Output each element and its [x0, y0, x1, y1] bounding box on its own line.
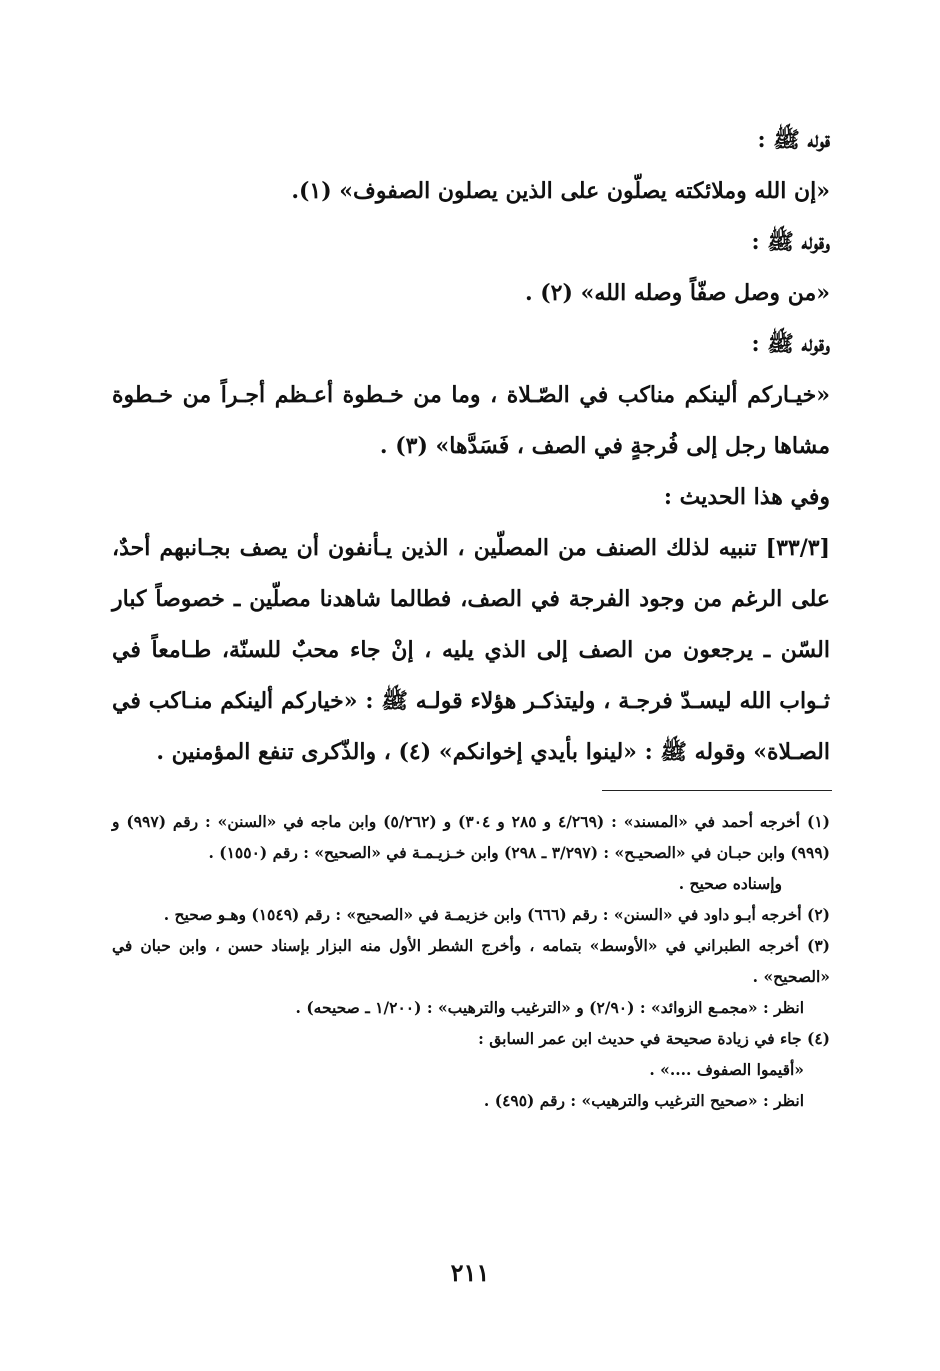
- page-number: ٢١١: [450, 1258, 490, 1287]
- hadith-text-2: «من وصل صفّاً وصله الله» (٢) .: [524, 280, 830, 306]
- footnotes: [112, 806, 830, 1116]
- hadith-text-3: «خيـاركم ألينكم مناكب في الصّـلاة ، وما من خـطوة أعـظم أجـراً من خـطوة مشاها رجل إلى فُرجةٍ في الصف ، فَسَدَّها» (٣) .: [112, 382, 830, 459]
- hadith-intro-1: قوله ﷺ :: [757, 127, 830, 153]
- commentary-paragraph: [٣٣/٣] تنبيه لذلك الصنف من المصلّين ، الذين يـأنفون أن يصف بجـانبهم أحدٌ، على الرغم من وجود الفرجة في الصف، فطالما شاهدنا مصلّين ـ خصوصاً كبار السّن ـ يرجعون من الصف إلى الذي يليه ، إنْ جاء محبٌ للسنّة، طـامعاً في ثـواب الله ليسـدّ فرجـة ، وليتذكـر هؤلاء قولـه ﷺ : «خياركم ألينكم منـاكب في الصـلاة» وقوله ﷺ : «لينوا بأيدي إخوانكم» (٤) ، والذّكرى تنفع المؤمنين .: [112, 535, 830, 765]
- footnote-2: [112, 899, 830, 930]
- footnote-1: [112, 806, 830, 899]
- hadith-text-1: «إن الله وملائكته يصلّون على الذين يصلون الصفوف» (١).: [291, 178, 830, 204]
- footnote-divider: [602, 790, 832, 791]
- footnote-line: انظر : «مجمـع الزوائد» : (٢/٩٠) و «الترغيب والترهيب» : (١/٢٠٠ ـ صحيحه) .: [295, 998, 804, 1017]
- footnote-line: (١) أخرجه أحمد في «المسند» : (٤/٢٦٩ و ٢٨٥ و ٣٠٤) و (٥/٢٦٢) وابن ماجه في «السنن» : رقم (٩٩٧) و (٩٩٩) وابن حبـان في «الصحيـح» : (٣/٢٩٧ ـ ٢٩٨) وابن خـزيـمـة في «الصحيح» : رقم (١٥٥٠) .: [112, 812, 831, 862]
- main-text: [112, 115, 830, 778]
- hadith-intro-2: وقوله ﷺ :: [751, 229, 830, 255]
- footnote-line: (٣) أخرجه الطبراني في «الأوسط» بتمامه ، وأخرج الشطر الأول منه البزار بإسناد حسن ، وابن حبان في «الصحيح» .: [112, 936, 830, 986]
- footnote-4: [112, 1023, 830, 1116]
- footnote-line: انظر : «صحيح الترغيب والترهيب» : رقم (٤٩٥) .: [483, 1091, 804, 1110]
- footnote-line: (٤) جاء في زيادة صحيحة في حديث ابن عمر السابق :: [478, 1029, 830, 1048]
- footnote-line: وإسناده صحيح .: [678, 874, 782, 893]
- section-heading: وفي هذا الحديث :: [663, 484, 830, 510]
- hadith-intro-3: وقوله ﷺ :: [751, 331, 830, 357]
- footnote-line: «أقيموا الصفوف ....» .: [649, 1060, 804, 1079]
- footnote-line: (٢) أخرجه أبـو داود في «السنن» : رقم (٦٦٦) وابن خزيمـة في «الصحيح» : رقم (١٥٤٩) وهـو صحيح .: [163, 905, 830, 924]
- footnote-3: [112, 930, 830, 1023]
